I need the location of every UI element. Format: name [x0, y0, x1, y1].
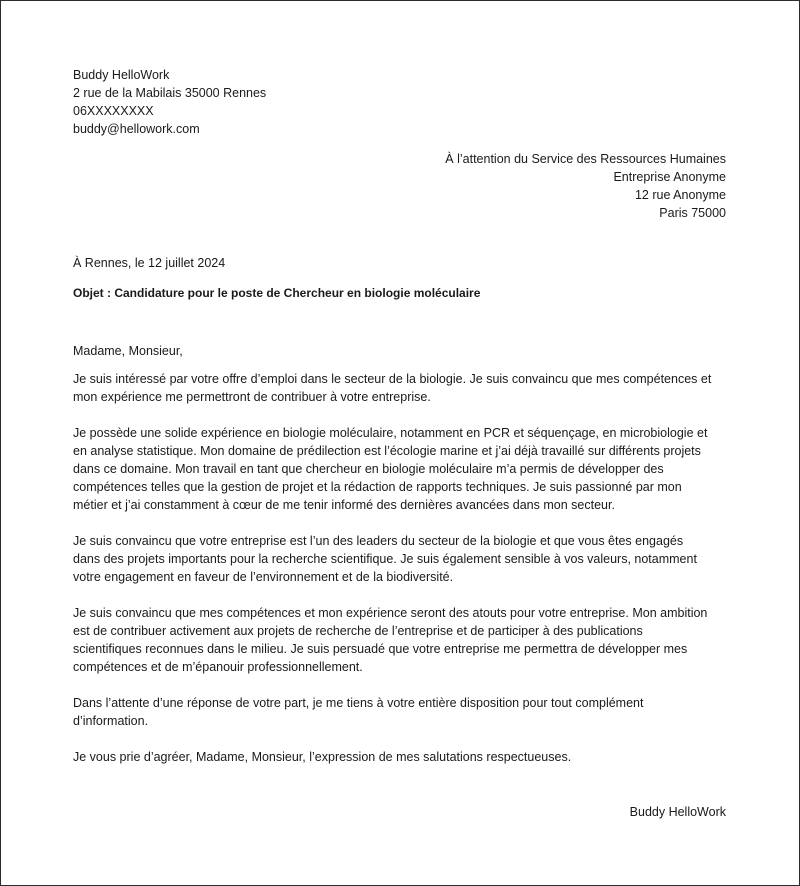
paragraph-line: scientifiques reconnues dans le milieu. Je suis persuadé que votre entreprise me permettra de développer mes — [73, 642, 688, 656]
sender-email: buddy@hellowork.com — [73, 122, 200, 136]
paragraph-line: Je suis convaincu que mes compétences et mon expérience seront des atouts pour votre entreprise. Mon ambition — [73, 606, 708, 620]
paragraph-line: d’information. — [73, 714, 149, 728]
paragraph-line: compétences et de m’épanouir professionnellement. — [73, 660, 363, 674]
recipient-street: 12 rue Anonyme — [634, 188, 726, 202]
paragraph-availability — [73, 694, 733, 730]
letter-body — [73, 342, 733, 766]
paragraph-line: dans ce domaine. Mon travail en tant que chercheur en biologie moléculaire m’a permis de développer des — [73, 462, 664, 476]
paragraph-line: votre engagement en faveur de l’environnement et de la biodiversité. — [73, 570, 454, 584]
paragraph-line: Je suis convaincu que votre entreprise est l’un des leaders du secteur de la biologie et que vous êtes engagés — [73, 534, 684, 548]
recipient-block — [445, 150, 726, 222]
letter-date: À Rennes, le 12 juillet 2024 — [73, 256, 226, 270]
paragraph-line: dans des projets importants pour la recherche scientifique. Je suis également sensible à vos valeurs, notamment — [73, 552, 697, 566]
sender-address: 2 rue de la Mabilais 35000 Rennes — [73, 86, 267, 100]
paragraph-line: est de contribuer activement aux projets de recherche de l’entreprise et de participer à des publications — [73, 624, 643, 638]
sender-block — [73, 66, 266, 138]
paragraph-company — [73, 532, 733, 586]
paragraph-line: métier et j’ai constamment à cœur de me tenir informé des dernières avancées dans mon secteur. — [73, 498, 615, 512]
paragraph-line: compétences telles que la gestion de projet et la rédaction de rapports techniques. Je suis passionné par mon — [73, 480, 682, 494]
paragraph-ambition — [73, 604, 733, 676]
recipient-company: Entreprise Anonyme — [613, 170, 726, 184]
sender-phone: 06XXXXXXXX — [73, 104, 154, 118]
paragraph-line: mon expérience me permettront de contribuer à votre entreprise. — [73, 390, 431, 404]
paragraph-line: Dans l’attente d’une réponse de votre part, je me tiens à votre entière disposition pour tout complément — [73, 696, 644, 710]
sender-name: Buddy HelloWork — [73, 68, 170, 82]
paragraph-intro — [73, 370, 733, 406]
recipient-city: Paris 75000 — [659, 206, 726, 220]
letter-subject: Objet : Candidature pour le poste de Chercheur en biologie moléculaire — [73, 286, 481, 300]
paragraph-experience — [73, 424, 733, 514]
closing-formula: Je vous prie d’agréer, Madame, Monsieur, l’expression de mes salutations respectueuses. — [73, 750, 572, 764]
paragraph-line: Je possède une solide expérience en biologie moléculaire, notamment en PCR et séquençage, en microbiologie et — [73, 426, 708, 440]
paragraph-line: Je suis intéressé par votre offre d’emploi dans le secteur de la biologie. Je suis convaincu que mes compétences et — [73, 372, 712, 386]
salutation: Madame, Monsieur, — [73, 344, 183, 358]
recipient-attention: À l’attention du Service des Ressources Humaines — [445, 152, 726, 166]
signature: Buddy HelloWork — [629, 805, 726, 819]
paragraph-line: en analyse statistique. Mon domaine de prédilection est l’écologie marine et j’ai déjà travaillé sur différents projets — [73, 444, 701, 458]
